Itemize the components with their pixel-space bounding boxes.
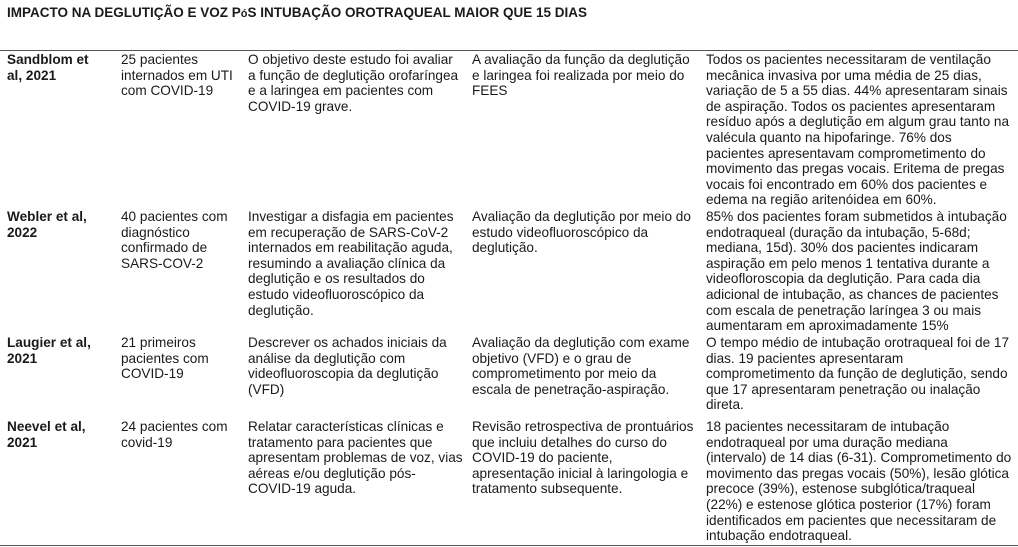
objective-cell: Investigar a disfagia em pacientes em recuperação de SARS-CoV-2 internados em reabilitação aguda, resumindo a avaliação clínica da deglutição e os resultados do estudo videofluoroscópico da deglutição.: [248, 209, 454, 318]
author-cell: Webler et al, 2022: [7, 209, 87, 240]
objective-cell: Relatar características clínicas e tratamento para pacientes que apresentam problemas de voz, vias aéreas e/ou deglutição pós-COVID-19 aguda.: [248, 419, 463, 497]
method-cell: A avaliação da função da deglutição e laringea foi realizada por meio do FEES: [472, 52, 690, 99]
title-part-3: S INTUBAÇÃO OROTRAQUEAL MAIOR QUE 15 DIAS: [247, 5, 588, 20]
objective-cell: O objetivo deste estudo foi avaliar a função de deglutição orofaríngea e a laringea em pacientes com COVID-19 grave.: [248, 52, 459, 114]
sample-cell: 24 pacientes com covid-19: [121, 419, 228, 450]
sample-cell: 40 pacientes com diagnóstico confirmado de SARS-COV-2: [121, 209, 228, 271]
title-part-1: IMPACTO NA DEGLUTIÇÃO E VOZ P: [7, 5, 241, 20]
method-cell: Avaliação da deglutição por meio do estudo videofluoroscópico da deglutição.: [472, 209, 691, 256]
author-cell: Neevel et al, 2021: [7, 419, 86, 450]
sample-cell: 25 pacientes internados em UTI com COVID-19: [121, 52, 233, 99]
results-cell: O tempo médio de intubação orotraqueal foi de 17 dias. 19 pacientes apresentaram comprometimento da função de deglutição, sendo que 17 apresentaram penetração ou inalação direta.: [706, 335, 1010, 413]
method-cell: Avaliação da deglutição com exame objetivo (VFD) e o grau de comprometimento por meio da escala de penetração-aspiração.: [472, 335, 690, 397]
title-part-2: ó: [240, 8, 248, 20]
author-cell: Laugier et al, 2021: [7, 335, 91, 366]
method-cell: Revisão retrospectiva de prontuários que incluiu detalhes do curso do COVID-19 do paciente, apresentação inicial à laringologia e tratamento subsequente.: [472, 419, 694, 497]
author-cell: Sandblom et al, 2021: [7, 52, 89, 83]
objective-cell: Descrever os achados iniciais da análise da deglutição com videofluoroscopia da deglutição (VFD): [248, 335, 447, 397]
sample-cell: 21 primeiros pacientes com COVID-19: [121, 335, 209, 382]
page-title: [7, 5, 587, 20]
results-cell: 18 pacientes necessitaram de intubação endotraqueal por uma duração mediana (intervalo) de 14 dias (6-31). Comprometimento do movimento das pregas vocais (50%), lesão glótica precoce (39%), estenose subglótica/traqueal (22%) e estenose glótica posterior (17%) foram identificados em pacientes que necessitaram de intubação endotraqueal.: [706, 419, 1012, 544]
results-cell: 85% dos pacientes foram submetidos à intubação endotraqueal (duração da intubação, 5-68d; mediana, 15d). 30% dos pacientes indicaram aspiração em pelo menos 1 tentativa durante a videofloroscopia da deglutição. Para cada dia adicional de intubação, as chances de pacientes com escala de penetração laríngea 3 ou mais aumentaram em aproximadamente 15%: [706, 209, 1007, 334]
table-top-rule: [0, 50, 1018, 51]
table-bottom-rule: [0, 545, 1018, 546]
results-cell: Todos os pacientes necessitaram de ventilação mecânica invasiva por uma média de 25 dias, variação de 5 a 55 dias. 44% apresentaram sinais de aspiração. Todos os pacientes apresentaram resíduo após a deglutição em algum grau tanto na valécula quanto na hipofaringe. 76% dos pacientes apresentavam comprometimento do movimento das pregas vocais. Eritema de pregas vocais foi encontrado em 60% dos pacientes e edema na região aritenóidea em 60%.: [706, 52, 1010, 208]
